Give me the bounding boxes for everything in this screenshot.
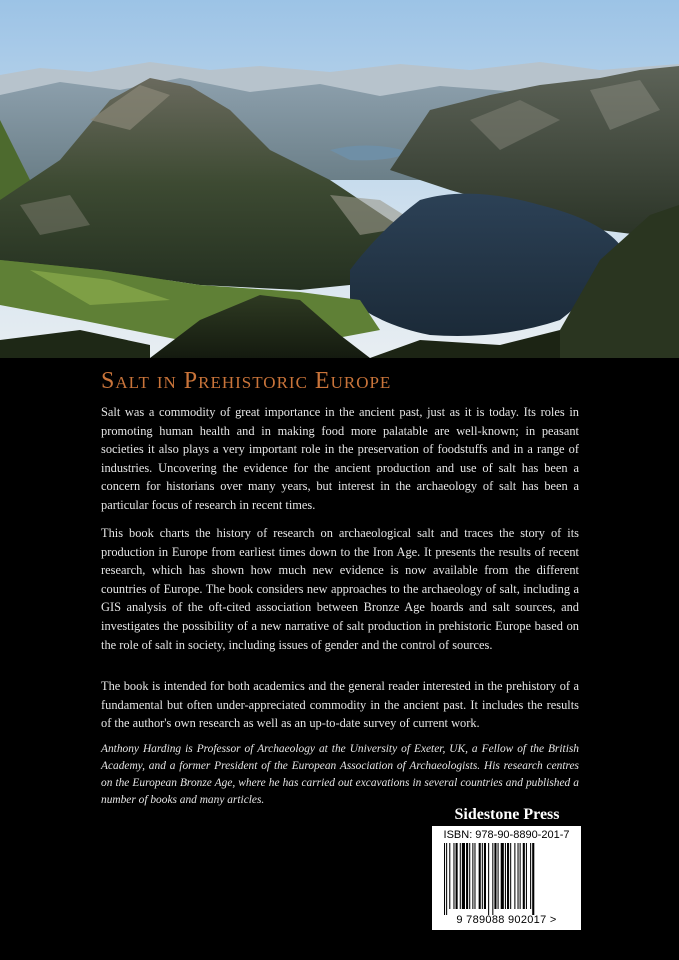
description-paragraph-2: This book charts the history of research on archaeological salt and traces the story of its production in Europe from earliest times down to the Iron Age. It presents the results of recent research, which has shown how much new evidence is now available from the different countries of Europe. The book considers new approaches to the archaeology of salt, including a GIS analysis of the oft-cited association between Bronze Age hoards and salt sources, and investigates the possibility of a new narrative of salt production in prehistoric Europe based on the role of salt in society, including issues of gender and the control of sources.: [101, 526, 579, 652]
description-paragraph-3: The book is intended for both academics and the general reader interested in the prehistory of a fundamental but often under-appreciated commodity in the ancient past. It includes the results of the author's own research as well as an up-to-date survey of current work.: [101, 679, 579, 731]
barcode-digits: 9 789088 902017 >: [456, 914, 557, 926]
publisher-name: Sidestone Press: [454, 806, 560, 823]
book-title: Salt in Prehistoric Europe: [101, 368, 392, 394]
barcode-bars-icon: [440, 843, 573, 915]
cover-photo-alpine-lake: [0, 0, 679, 358]
author-bio: Anthony Harding is Professor of Archaeology at the University of Exeter, UK, a Fellow of the British Academy, and a former President of the European Association of Archaeologists. His research centres on the European Bronze Age, where he has carried out excavations in several countries and published a number of books and many articles.: [101, 743, 579, 806]
description-paragraph-1: Salt was a commodity of great importance in the ancient past, just as it is today. Its roles in promoting human health and in making food more palatable are well-known; in peasant societies it also plays a very important role in the preservation of foodstuffs and in a range of industries. Uncovering the evidence for the ancient production and use of salt has been a concern for historians over many years, but interest in the archaeology of salt has been a particular focus of research in recent times.: [101, 405, 579, 512]
isbn-number: ISBN: 978-90-8890-201-7: [443, 829, 570, 841]
isbn-barcode: [432, 826, 581, 930]
